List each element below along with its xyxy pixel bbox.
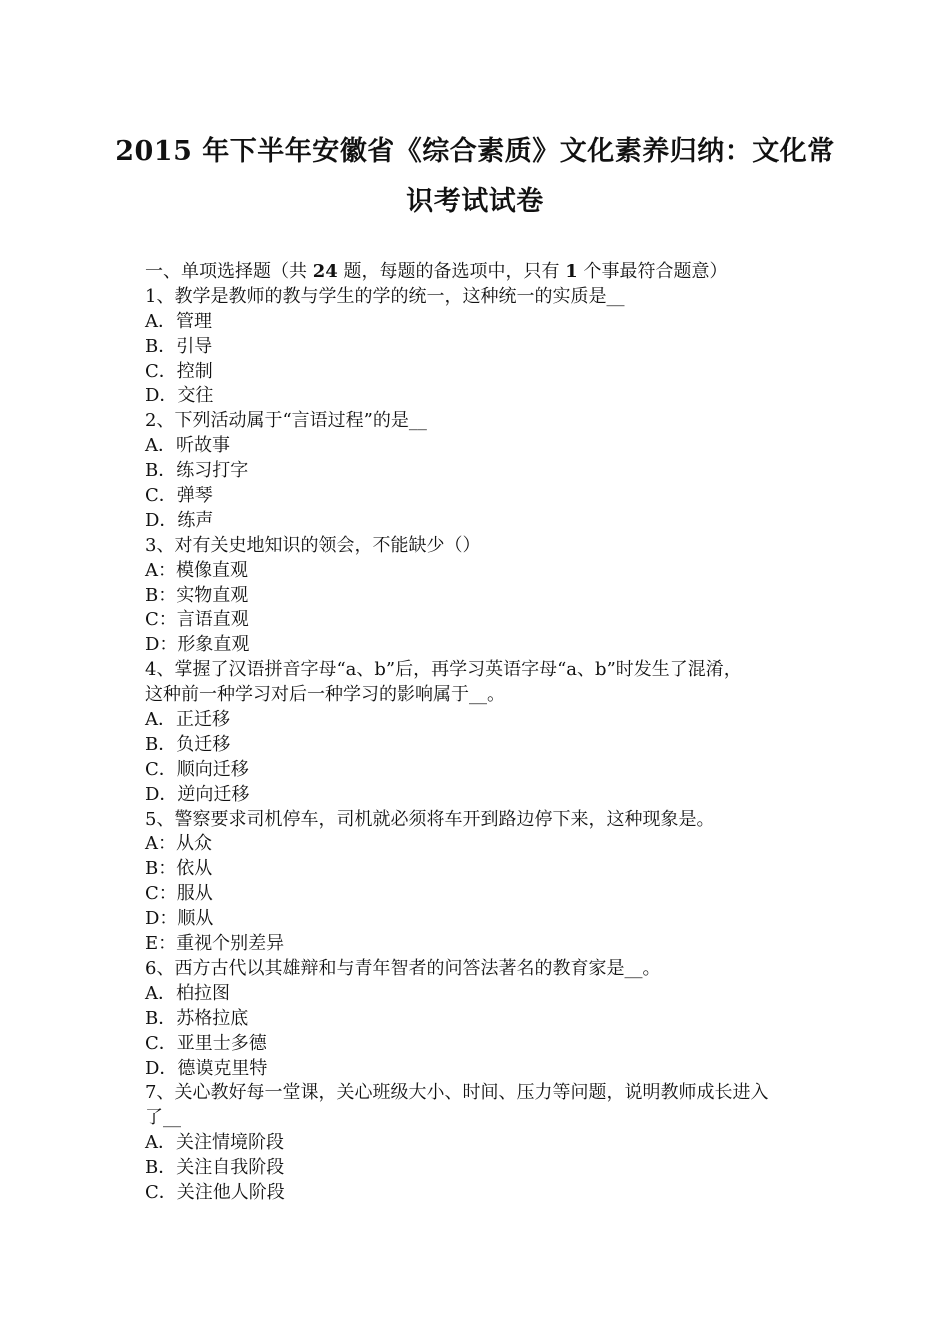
option-item: A．柏拉图 <box>145 982 230 1004</box>
option-item: B：依从 <box>145 858 213 880</box>
option-item: B．负迁移 <box>145 733 231 755</box>
question-stem: 6、西方古代以其雄辩和与青年智者的问答法著名的教育家是__。 <box>145 957 661 979</box>
option-item: D．练声 <box>145 509 214 531</box>
option-item: C：服从 <box>145 883 213 905</box>
document-body <box>145 260 815 1206</box>
section-heading-suffix: 个事最符合题意） <box>577 261 728 282</box>
question-stem: 2、下列活动属于“言语过程”的是__ <box>145 410 427 432</box>
question-stem: 3、对有关史地知识的领会，不能缺少（） <box>145 534 481 556</box>
option-item: C．控制 <box>145 360 213 382</box>
document-title-line-1: 2015 年下半年安徽省《综合素质》文化素养归纳：文化常 <box>115 136 835 167</box>
question-stem: 4、掌握了汉语拼音字母“a、b”后，再学习英语字母“a、b”时发生了混淆， <box>145 659 742 681</box>
option-item: A：模像直观 <box>145 559 248 581</box>
question-stem-continuation: 了__ <box>145 1107 181 1129</box>
question-stem-continuation: 这种前一种学习对后一种学习的影响属于__。 <box>145 684 505 706</box>
section-heading-middle: 题，每题的备选项中，只有 <box>337 261 566 282</box>
option-item: B：实物直观 <box>145 584 249 606</box>
option-item: C．亚里士多德 <box>145 1032 267 1054</box>
question-stem: 1、教学是教师的教与学生的学的统一，这种统一的实质是__ <box>145 285 625 307</box>
option-item: C．弹琴 <box>145 485 213 507</box>
option-item: B．练习打字 <box>145 460 249 482</box>
option-item: D：形象直观 <box>145 634 250 656</box>
option-item: B．关注自我阶段 <box>145 1157 285 1179</box>
question-stem: 7、关心教好每一堂课，关心班级大小、时间、压力等问题，说明教师成长进入 <box>145 1082 769 1104</box>
option-item: B．苏格拉底 <box>145 1007 249 1029</box>
option-item: E：重视个别差异 <box>145 933 285 955</box>
option-item: A．管理 <box>145 310 212 332</box>
option-item: B．引导 <box>145 335 213 357</box>
section-question-count: 24 <box>312 261 338 282</box>
document-title-line-2: 识考试试卷 <box>406 186 544 217</box>
option-item: D．交往 <box>145 385 214 407</box>
option-item: C．顺向迁移 <box>145 758 249 780</box>
option-item: A．听故事 <box>145 435 230 457</box>
option-item: D：顺从 <box>145 908 214 930</box>
option-item: C．关注他人阶段 <box>145 1181 285 1203</box>
option-item: D．德谟克里特 <box>145 1057 268 1079</box>
option-item: A：从众 <box>145 833 212 855</box>
option-item: C：言语直观 <box>145 609 249 631</box>
option-item: A．关注情境阶段 <box>145 1132 284 1154</box>
option-item: A．正迁移 <box>145 709 230 731</box>
section-heading-prefix: 一、单项选择题（共 <box>145 261 313 282</box>
question-stem: 5、警察要求司机停车，司机就必须将车开到路边停下来，这种现象是。 <box>145 808 715 830</box>
section-heading <box>145 260 815 285</box>
option-item: D．逆向迁移 <box>145 783 250 805</box>
section-answer-count: 1 <box>565 261 578 282</box>
